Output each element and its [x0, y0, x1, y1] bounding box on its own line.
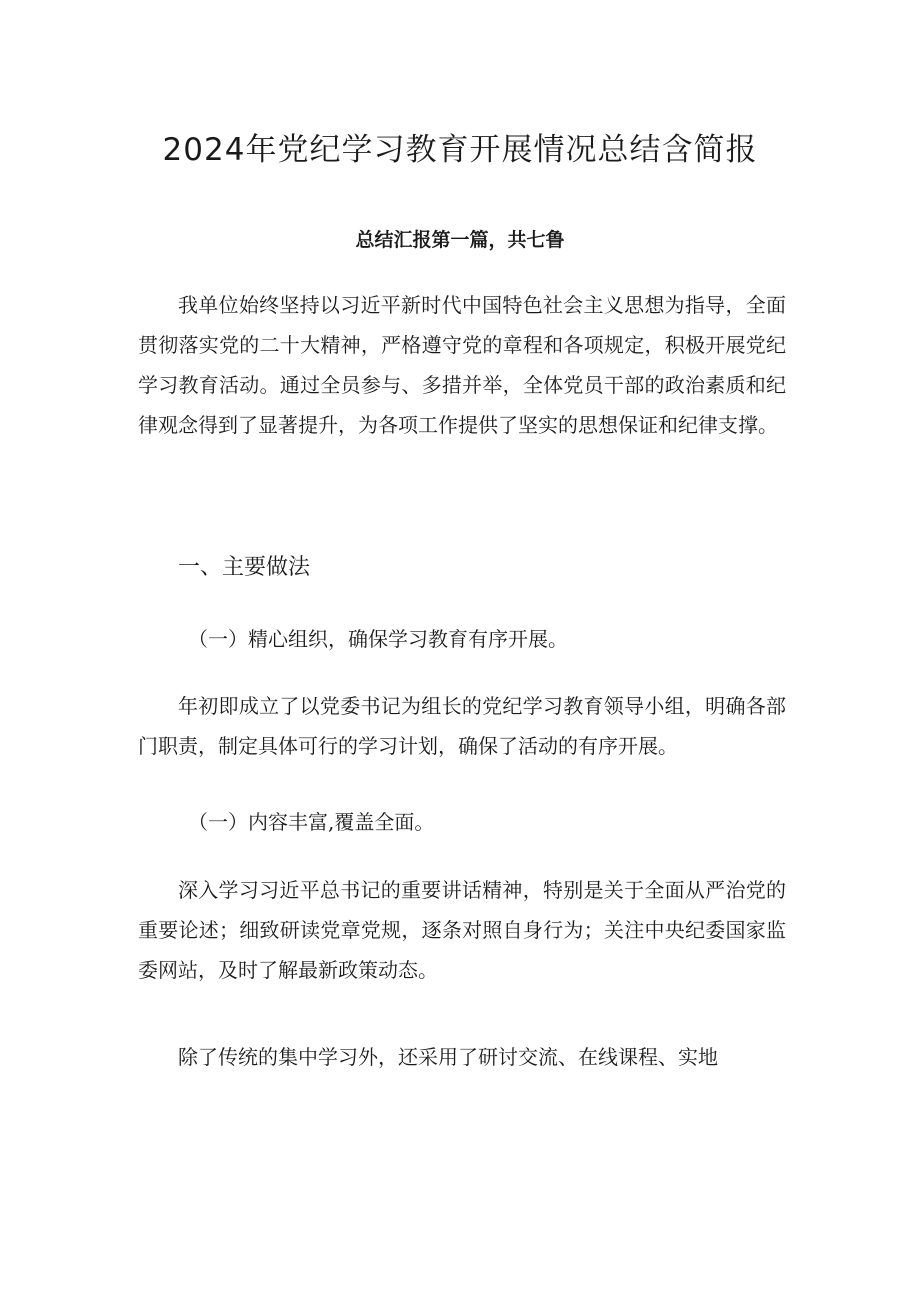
- section-heading-main-practices: 一、主要做法: [178, 555, 311, 580]
- subsection-body-organize: 年初即成立了以党委书记为组长的党纪学习教育领导小组，明确各部门职责，制定具体可行的学习计划，确保了活动的有序开展。: [138, 694, 786, 758]
- subsection-heading-organize: （一）精心组织，确保学习教育有序开展。: [188, 627, 568, 651]
- intro-paragraph: 我单位始终坚持以习近平新时代中国特色社会主义思想为指导，全面贯彻落实党的二十大精神，严格遵守党的章程和各项规定，积极开展党纪学习教育活动。通过全员参与、多措并举，全体党员干部的政治素质和纪律观念得到了显著提升，为各项工作提供了坚实的思想保证和纪律支撑。: [138, 293, 786, 437]
- subsection-body-content-continued: 除了传统的集中学习外，还采用了研讨交流、在线课程、实地: [178, 1045, 718, 1069]
- subsection-heading-content: （一）内容丰富,覆盖全面。: [188, 810, 435, 834]
- document-title: 2024年党纪学习教育开展情况总结含简报: [162, 132, 758, 168]
- document-subtitle: 总结汇报第一篇，共七鲁: [355, 229, 565, 251]
- subsection-body-content: 深入学习习近平总书记的重要讲话精神，特别是关于全面从严治党的重要论述；细致研读党章党规，逐条对照自身行为；关注中央纪委国家监委网站，及时了解最新政策动态。: [138, 878, 786, 982]
